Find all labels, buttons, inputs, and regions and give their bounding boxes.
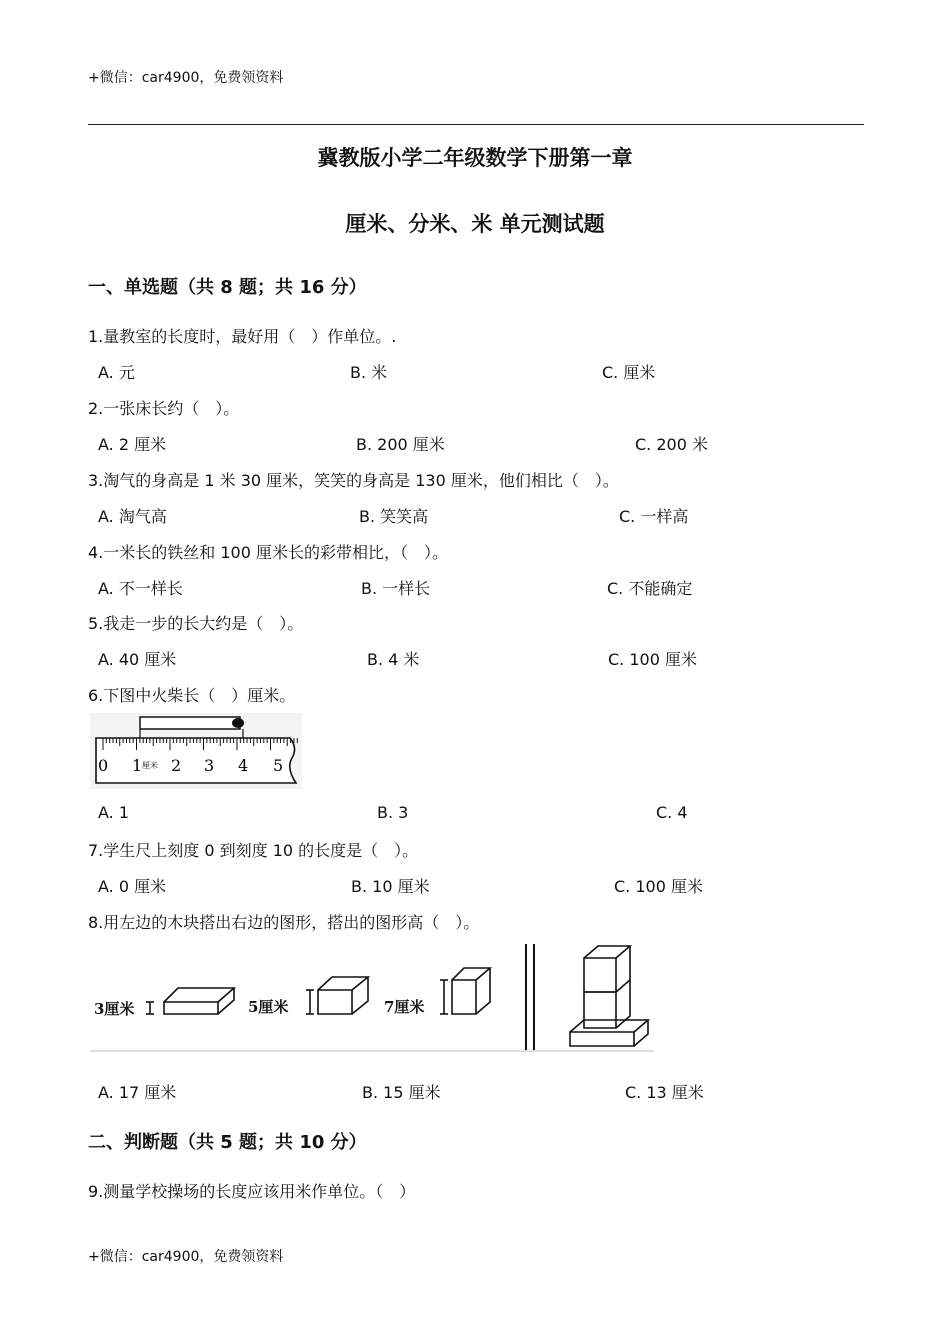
option-c: C. 4 — [656, 803, 688, 822]
option-b: B. 4 米 — [367, 650, 420, 669]
option-a: A. 淘气高 — [98, 507, 167, 526]
ruler-number: 3 — [204, 756, 215, 775]
ruler-with-match-figure — [90, 713, 302, 789]
option-c: C. 200 米 — [635, 435, 708, 454]
question-4: 4.一米长的铁丝和 100 厘米长的彩带相比，（ ）。 — [88, 543, 448, 562]
option-a: A. 17 厘米 — [98, 1083, 177, 1102]
header-watermark: +微信：car4900，免费领资料 — [88, 70, 284, 86]
section-heading-choice: 一、单选题（共 8 题；共 16 分） — [88, 277, 367, 298]
question-9: 9.测量学校操场的长度应该用米作单位。（ ） — [88, 1182, 416, 1201]
option-a: A. 40 厘米 — [98, 650, 177, 669]
footer-watermark: +微信：car4900，免费领资料 — [88, 1249, 284, 1265]
ruler-number: 0 — [98, 756, 109, 775]
ruler-number: 5 — [273, 756, 284, 775]
option-b: B. 米 — [350, 363, 388, 382]
option-c: C. 不能确定 — [607, 579, 693, 598]
option-a: A. 1 — [98, 803, 130, 822]
question-7: 7.学生尺上刻度 0 到刻度 10 的长度是（ ）。 — [88, 841, 419, 860]
option-a: A. 不一样长 — [98, 579, 183, 598]
match-stick — [140, 717, 240, 729]
option-a: A. 2 厘米 — [98, 435, 167, 454]
option-b: B. 3 — [377, 803, 409, 822]
option-c: C. 100 厘米 — [608, 650, 697, 669]
option-c: C. 厘米 — [602, 363, 656, 382]
ruler-unit: 厘米 — [142, 761, 158, 770]
match-head — [232, 718, 244, 728]
option-b: B. 15 厘米 — [362, 1083, 441, 1102]
block-7cm — [452, 968, 490, 1014]
question-5: 5.我走一步的长大约是（ ）。 — [88, 614, 304, 633]
built-tower — [570, 946, 648, 1046]
option-a: A. 0 厘米 — [98, 877, 167, 896]
header-divider — [88, 124, 864, 125]
question-8: 8.用左边的木块搭出右边的图形，搭出的图形高（ ）。 — [88, 913, 480, 932]
option-b: B. 10 厘米 — [351, 877, 430, 896]
option-b: B. 一样长 — [361, 579, 431, 598]
block-3cm — [164, 988, 234, 1014]
ruler-number: 1 — [132, 756, 143, 775]
block-label: 3厘米 — [94, 1000, 135, 1018]
option-c: C. 13 厘米 — [625, 1083, 704, 1102]
block-5cm — [318, 977, 368, 1014]
option-b: B. 笑笑高 — [359, 507, 429, 526]
option-a: A. 元 — [98, 363, 135, 382]
option-c: C. 100 厘米 — [614, 877, 703, 896]
question-6: 6.下图中火柴长（ ）厘米。 — [88, 686, 296, 705]
blocks-figure — [90, 940, 654, 1054]
page-subtitle: 厘米、分米、米 单元测试题 — [345, 212, 605, 236]
section-heading-judge: 二、判断题（共 5 题；共 10 分） — [88, 1132, 367, 1153]
page-title: 冀教版小学二年级数学下册第一章 — [317, 146, 633, 170]
block-label: 5厘米 — [248, 998, 289, 1016]
ruler-number: 4 — [238, 756, 249, 775]
ruler-number: 2 — [171, 756, 182, 775]
option-b: B. 200 厘米 — [356, 435, 445, 454]
question-3: 3.淘气的身高是 1 米 30 厘米，笑笑的身高是 130 厘米，他们相比（ ）。 — [88, 471, 619, 490]
block-label: 7厘米 — [384, 998, 425, 1016]
option-c: C. 一样高 — [619, 507, 689, 526]
question-1: 1.量教室的长度时，最好用（ ）作单位。. — [88, 327, 397, 346]
ruler-body — [96, 738, 296, 783]
question-2: 2.一张床长约（ ）。 — [88, 399, 240, 418]
